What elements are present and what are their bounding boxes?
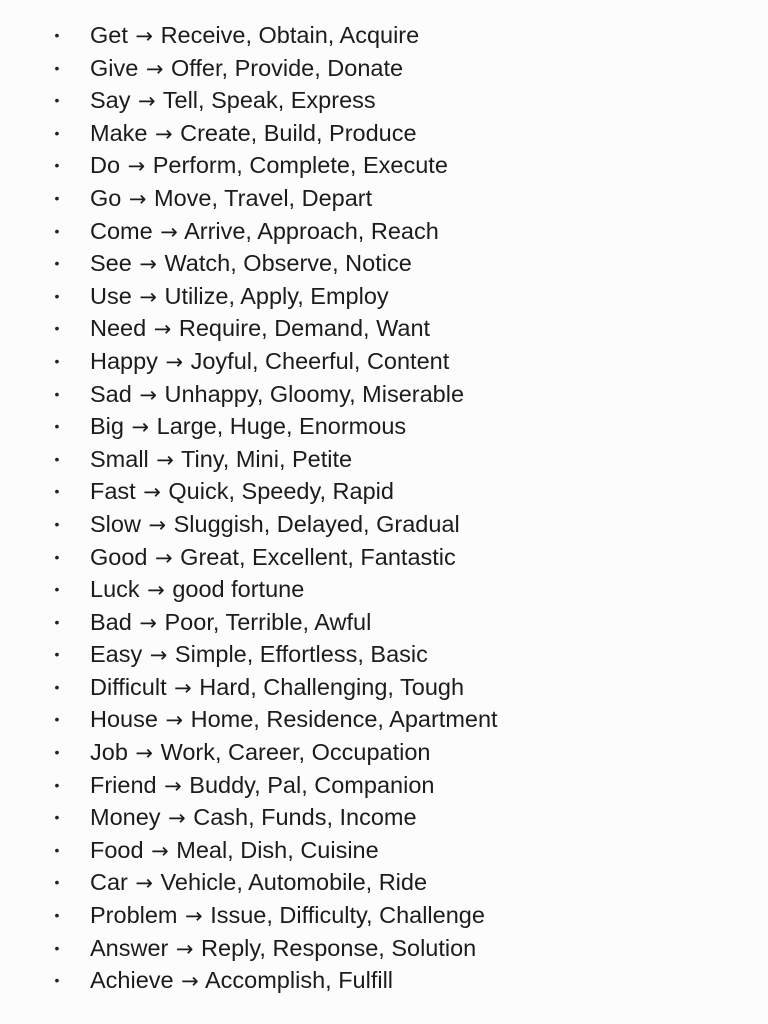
entry-word: Come xyxy=(90,217,153,244)
entry-line xyxy=(90,932,476,966)
entry-synonyms: Utilize, Apply, Employ xyxy=(164,282,389,309)
entry-synonyms: Poor, Terrible, Awful xyxy=(164,608,372,635)
entry-word: Achieve xyxy=(90,967,174,994)
entry-synonyms: Move, Travel, Depart xyxy=(154,184,373,211)
entry-line xyxy=(90,573,304,607)
arrow-right-icon: → xyxy=(165,708,184,733)
entry-line xyxy=(90,443,352,477)
list-item xyxy=(0,475,768,508)
list-item xyxy=(0,280,768,313)
bullet-icon: • xyxy=(54,189,60,206)
entry-word: Sad xyxy=(90,380,132,407)
arrow-right-icon: → xyxy=(181,969,199,994)
entry-word: Friend xyxy=(90,771,157,798)
bullet-icon: • xyxy=(54,972,60,989)
entry-synonyms: good fortune xyxy=(172,576,305,603)
list-item xyxy=(0,345,768,378)
bullet-icon: • xyxy=(54,548,60,565)
arrow-right-icon: → xyxy=(139,284,157,309)
entry-synonyms: Watch, Observe, Notice xyxy=(164,250,412,277)
entry-line xyxy=(90,182,372,216)
list-item xyxy=(0,247,768,280)
entry-word: Happy xyxy=(90,347,158,374)
arrow-right-icon: → xyxy=(174,675,192,700)
bullet-icon: • xyxy=(54,907,60,924)
arrow-right-icon: → xyxy=(153,317,172,342)
list-item xyxy=(0,736,768,769)
entry-word: Bad xyxy=(90,608,132,635)
entry-synonyms: Arrive, Approach, Reach xyxy=(184,217,439,244)
entry-word: Job xyxy=(90,739,128,766)
entry-synonyms: Cash, Funds, Income xyxy=(193,804,417,831)
arrow-right-icon: → xyxy=(147,578,165,603)
entry-synonyms: Sluggish, Delayed, Gradual xyxy=(173,510,460,537)
entry-line xyxy=(90,345,449,379)
list-item xyxy=(0,573,768,606)
list-item xyxy=(0,671,768,704)
entry-line xyxy=(90,638,428,672)
bullet-icon: • xyxy=(54,124,60,141)
entry-synonyms: Tiny, Mini, Petite xyxy=(181,445,353,472)
entry-line xyxy=(90,703,498,737)
entry-word: Fast xyxy=(90,478,136,505)
entry-line xyxy=(90,475,394,509)
entry-line xyxy=(90,410,406,444)
entry-synonyms: Simple, Effortless, Basic xyxy=(174,641,428,668)
entry-synonyms: Accomplish, Fulfill xyxy=(204,967,394,994)
bullet-icon: • xyxy=(54,157,60,174)
entry-line xyxy=(90,899,485,933)
entry-line xyxy=(90,834,379,868)
entry-synonyms: Meal, Dish, Cuisine xyxy=(176,836,379,863)
entry-line xyxy=(90,52,403,86)
list-item xyxy=(0,182,768,215)
entry-synonyms: Quick, Speedy, Rapid xyxy=(168,478,394,505)
entry-synonyms: Vehicle, Automobile, Ride xyxy=(160,869,428,896)
entry-word: Big xyxy=(90,413,124,440)
arrow-right-icon: → xyxy=(151,838,169,863)
arrow-right-icon: → xyxy=(165,349,184,374)
arrow-right-icon: → xyxy=(139,252,157,277)
entry-word: Food xyxy=(90,836,144,863)
synonym-list xyxy=(0,19,768,997)
arrow-right-icon: → xyxy=(127,154,146,179)
arrow-right-icon: → xyxy=(143,480,161,505)
entry-line xyxy=(90,606,371,640)
list-item xyxy=(0,117,768,150)
entry-word: Do xyxy=(90,152,121,179)
arrow-right-icon: → xyxy=(135,741,154,766)
arrow-right-icon: → xyxy=(128,186,147,211)
entry-synonyms: Create, Build, Produce xyxy=(180,119,417,146)
list-item xyxy=(0,932,768,965)
entry-word: Get xyxy=(90,22,128,48)
list-item xyxy=(0,443,768,476)
entry-word: Problem xyxy=(90,902,178,929)
entry-word: Need xyxy=(90,315,147,342)
arrow-right-icon: → xyxy=(145,56,164,81)
arrow-right-icon: → xyxy=(148,512,167,537)
list-item xyxy=(0,769,768,802)
entry-word: Give xyxy=(90,54,139,81)
entry-line xyxy=(90,508,460,542)
entry-word: Say xyxy=(90,87,131,114)
list-item xyxy=(0,52,768,85)
bullet-icon: • xyxy=(54,809,60,826)
entry-word: Money xyxy=(90,804,161,831)
entry-synonyms: Require, Demand, Want xyxy=(178,315,431,342)
bullet-icon: • xyxy=(54,841,60,858)
arrow-right-icon: → xyxy=(164,773,182,798)
entry-line xyxy=(90,541,456,575)
entry-synonyms: Great, Excellent, Fantastic xyxy=(180,543,456,570)
entry-synonyms: Reply, Response, Solution xyxy=(201,934,477,961)
bullet-icon: • xyxy=(54,581,60,598)
bullet-icon: • xyxy=(54,222,60,239)
bullet-icon: • xyxy=(54,646,60,663)
arrow-right-icon: → xyxy=(131,415,150,440)
arrow-right-icon: → xyxy=(138,89,156,114)
entry-line xyxy=(90,117,417,151)
entry-synonyms: Home, Residence, Apartment xyxy=(190,706,498,733)
entry-synonyms: Joyful, Cheerful, Content xyxy=(190,347,450,374)
entry-synonyms: Tell, Speak, Express xyxy=(162,87,376,114)
bullet-icon: • xyxy=(54,92,60,109)
bullet-icon: • xyxy=(54,255,60,272)
entry-synonyms: Hard, Challenging, Tough xyxy=(199,673,465,700)
arrow-right-icon: → xyxy=(185,904,203,929)
entry-line xyxy=(90,736,431,770)
entry-line xyxy=(90,149,448,183)
bullet-icon: • xyxy=(54,287,60,304)
entry-word: Small xyxy=(90,445,149,472)
bullet-icon: • xyxy=(54,678,60,695)
bullet-icon: • xyxy=(54,450,60,467)
arrow-right-icon: → xyxy=(155,545,173,570)
entry-word: See xyxy=(90,250,132,277)
list-item xyxy=(0,410,768,443)
list-item xyxy=(0,215,768,248)
arrow-right-icon: → xyxy=(160,219,178,244)
entry-synonyms: Work, Career, Occupation xyxy=(160,739,431,766)
list-item xyxy=(0,508,768,541)
list-item xyxy=(0,541,768,574)
list-item xyxy=(0,312,768,345)
bullet-icon: • xyxy=(54,385,60,402)
entry-line xyxy=(90,964,393,998)
entry-line xyxy=(90,671,464,705)
bullet-icon: • xyxy=(54,320,60,337)
entry-synonyms: Issue, Difficulty, Challenge xyxy=(210,902,485,929)
arrow-right-icon: → xyxy=(135,24,154,48)
list-item xyxy=(0,899,768,932)
bullet-icon: • xyxy=(54,352,60,369)
arrow-right-icon: → xyxy=(139,382,157,407)
bullet-icon: • xyxy=(54,874,60,891)
entry-line xyxy=(90,378,464,412)
arrow-right-icon: → xyxy=(155,121,173,146)
entry-synonyms: Unhappy, Gloomy, Miserable xyxy=(164,380,465,407)
arrow-right-icon: → xyxy=(135,871,154,896)
arrow-right-icon: → xyxy=(168,806,186,831)
entry-synonyms: Large, Huge, Enormous xyxy=(156,413,407,440)
entry-word: Good xyxy=(90,543,148,570)
bullet-icon: • xyxy=(54,59,60,76)
arrow-right-icon: → xyxy=(139,610,157,635)
list-item xyxy=(0,378,768,411)
entry-line xyxy=(90,866,427,900)
list-item xyxy=(0,964,768,997)
entry-synonyms: Buddy, Pal, Companion xyxy=(189,771,435,798)
bullet-icon: • xyxy=(54,515,60,532)
bullet-icon: • xyxy=(54,613,60,630)
list-item xyxy=(0,834,768,867)
entry-line xyxy=(90,19,419,53)
entry-word: Luck xyxy=(90,576,140,603)
bullet-icon: • xyxy=(54,418,60,435)
entry-line xyxy=(90,247,412,281)
entry-synonyms: Offer, Provide, Donate xyxy=(171,54,404,81)
entry-word: Easy xyxy=(90,641,143,668)
entry-synonyms: Perform, Complete, Execute xyxy=(152,152,448,179)
entry-word: Use xyxy=(90,282,132,309)
bullet-icon: • xyxy=(54,711,60,728)
list-item xyxy=(0,801,768,834)
entry-word: Go xyxy=(90,184,122,211)
entry-line xyxy=(90,801,417,835)
entry-word: Slow xyxy=(90,510,141,537)
entry-word: Answer xyxy=(90,934,169,961)
arrow-right-icon: → xyxy=(156,447,174,472)
entry-line xyxy=(90,84,376,118)
entry-word: Difficult xyxy=(90,673,167,700)
entry-word: Make xyxy=(90,119,148,146)
bullet-icon: • xyxy=(54,483,60,500)
arrow-right-icon: → xyxy=(149,643,168,668)
list-item xyxy=(0,84,768,117)
arrow-right-icon: → xyxy=(175,936,194,961)
list-item xyxy=(0,866,768,899)
entry-line xyxy=(90,312,430,346)
bullet-icon: • xyxy=(54,776,60,793)
list-item xyxy=(0,703,768,736)
list-item xyxy=(0,638,768,671)
list-item xyxy=(0,149,768,182)
entry-line xyxy=(90,769,434,803)
entry-word: House xyxy=(90,706,158,733)
bullet-icon: • xyxy=(54,27,60,43)
entry-word: Car xyxy=(90,869,128,896)
bullet-icon: • xyxy=(54,744,60,761)
entry-synonyms: Receive, Obtain, Acquire xyxy=(160,22,420,48)
list-item xyxy=(0,606,768,639)
entry-line xyxy=(90,280,389,314)
entry-line xyxy=(90,215,439,249)
list-item xyxy=(0,19,768,52)
bullet-icon: • xyxy=(54,939,60,956)
